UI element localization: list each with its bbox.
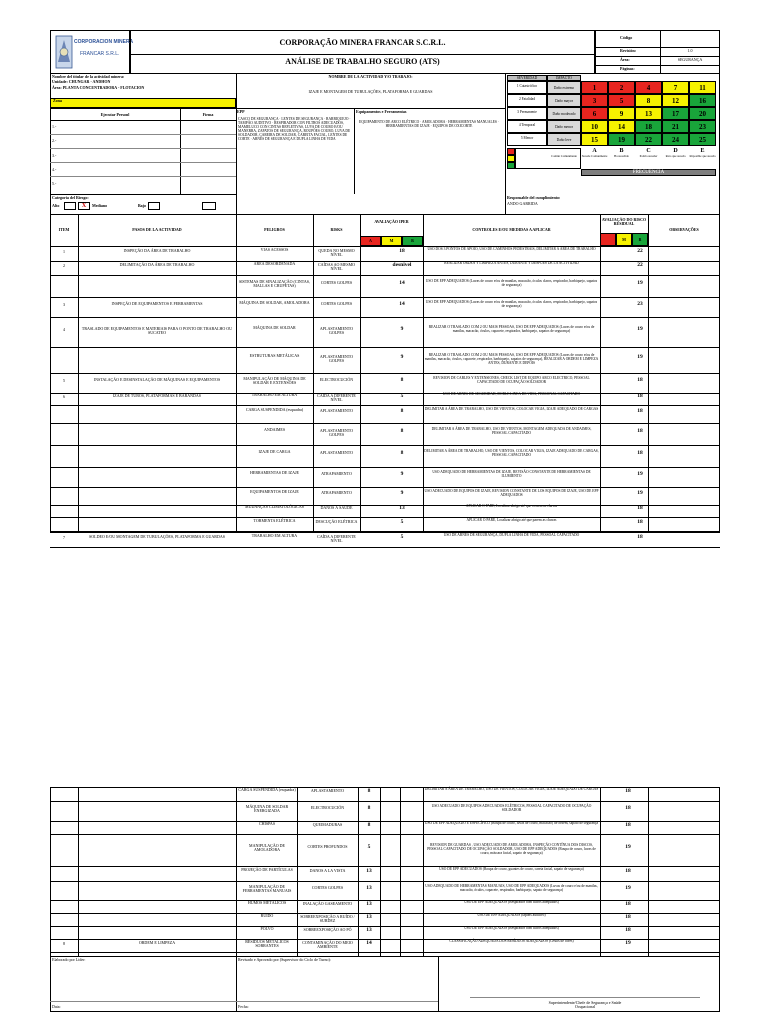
item-cell: 4 bbox=[63, 327, 65, 332]
residual-value: 18 bbox=[637, 408, 643, 414]
iper-value: 8 bbox=[400, 450, 404, 456]
peligro-cell: EQUIPAMENTOS DE IZAJE bbox=[250, 489, 299, 494]
revision-value: 1.0 bbox=[687, 48, 693, 53]
residual-value: 18 bbox=[637, 533, 643, 540]
firma-label: Firma bbox=[202, 112, 214, 117]
residual-value: 18 bbox=[625, 913, 631, 920]
iper-value: 8 bbox=[400, 428, 404, 434]
risk-cell: ATRAPAMIENTO bbox=[321, 471, 352, 476]
residual-value: 18 bbox=[625, 926, 631, 933]
revisado-label: Revisado e Aprovado por (Supervisor do Ciclo de Turno): bbox=[238, 957, 331, 962]
impact-header: IMPACTO bbox=[547, 75, 581, 81]
matrix-cell: 12 bbox=[662, 94, 689, 107]
iper-value: 13 bbox=[399, 505, 405, 511]
risk-cell: ATRAPAMIENTO bbox=[321, 490, 352, 495]
residual-value: 19 bbox=[625, 884, 631, 891]
col-peligros: PELIGROS bbox=[264, 227, 285, 232]
iper-value: 13 bbox=[366, 884, 372, 891]
control-cell: USO DE EPP ADEQUADOS (Respirador com filtros adequados) bbox=[464, 925, 559, 930]
residual-value: 19 bbox=[625, 844, 631, 850]
freq-label: Sucede Comunmente bbox=[581, 154, 608, 158]
col-eval-iper: AVALIAÇÃO IPER bbox=[374, 219, 409, 224]
peligro-cell: ESTRUTURAS METÁLICAS bbox=[249, 353, 300, 358]
legend-swatch bbox=[507, 148, 515, 155]
activity-value: IZAJE E MONTAGEM DE TUBULAÇÕES, PLATAFORMA E GUARDAS bbox=[308, 89, 433, 94]
residual-value: 19 bbox=[637, 280, 643, 286]
control-cell: REVISION DE GUARDAS , USO ADECUADO DE AMOLADORA, INSPEÇÃO CONTÍNUA DOS DISCOS, PESSOAL CAPACITADO DE OCUPAÇÃO SOLDADOR, USO DE EPP ADEQUADOS (Roupa de couro, luvas de couro, máscara facial, sapato de segurança) bbox=[427, 843, 596, 855]
freq-label: Raro que suceda bbox=[665, 154, 686, 158]
col-pasos: PASOS DE LA ACTIVIDAD bbox=[132, 227, 182, 232]
matrix-cell: 5 bbox=[608, 94, 635, 107]
control-cell: USO ADEQUADO DE HERRAMIENTAS DE IZAJE, REVISÃO CONSTANTE DE HERRAMIENTAS DE ILUMIENTO bbox=[432, 470, 591, 478]
epp-text: CASCO DE SEGURANÇA · LENTES DE SEGURANÇA · BARBIQUEJO · TAMPÃO AUDITIVO · RESPIRADOR CON FILTROS ADECUADOS, MAMELUCO CON CINTAS REFLETIVAS, LUVA DE COURO E/OU MANERRA, ZAPATOS DE SEGURANÇA, ROUPÕES COURO, LUVA DE SOLDADOR, CAREIRA DE SOLDAR, CAREITA FACIAL, LENTES DE CORTE · ARNÊS DE SEGURANÇA E DUPLA LINHA DE VIDA bbox=[238, 117, 351, 141]
control-cell: USO DE ARNES DE SEGURANÇA, DUPLA LINHA DE VIDA, PESSOAL CAPACITADO bbox=[443, 532, 580, 537]
control-cell: USO ADECUADO DE EQUIPOS DE IZAJE, REVISION CONSTANTE DE LOS EQUIPOS DE IZAJE, USO DE EPP ADEQUADOS bbox=[424, 489, 599, 497]
mediano-x: X bbox=[81, 203, 87, 209]
paginas-label: Páginas: bbox=[620, 66, 635, 71]
residual-value: 18 bbox=[637, 505, 643, 511]
matrix-cell: 9 bbox=[608, 107, 635, 120]
area-value: SEGURANÇA bbox=[677, 57, 703, 62]
control-cell: USO DE EPP ADECUADOS (Roupa de couro, guantes de couro, careta facial, sapato de segurança) bbox=[439, 866, 584, 871]
logo-text-2: FRANCAR S.R.L. bbox=[80, 51, 120, 57]
paso-cell: INSTALAÇÃO E DESINSTALAÇÃO DE MÁQUINAS E EQUIPAMENTOS bbox=[93, 377, 221, 382]
unidad-text: Unidade: CHUNGAR - ANDHON bbox=[52, 79, 111, 84]
residual-value: 19 bbox=[625, 939, 631, 946]
matrix-cell: 6 bbox=[581, 107, 608, 120]
risk-cell: DANOS A LA VISTA bbox=[309, 867, 346, 873]
peligro-cell: ANDAIMES bbox=[263, 427, 286, 432]
risk-cell: INALAÇÃO GASEAMENTO bbox=[302, 900, 353, 906]
risk-cell: CORTES GOLPES bbox=[311, 884, 344, 890]
data-label: Data: bbox=[52, 1004, 61, 1009]
control-cell: DELIMITAR A ÁREA DE TRABALHO, USO DE VIENTOS, COLOCAR VIGIA, IZAJE ADEQUADO DE CARGAS bbox=[424, 787, 599, 791]
iper-value: 8 bbox=[367, 805, 371, 811]
matrix-cell: 14 bbox=[608, 120, 635, 133]
iper-value: 18 bbox=[399, 247, 405, 254]
peligro-cell: HERRAMIENTAS DE IZAJE bbox=[249, 470, 299, 475]
matrix-cell: 2 bbox=[608, 81, 635, 94]
peligro-cell: TRABALHO EM ALTURA bbox=[251, 392, 298, 397]
paso-cell: INSPEÇÃO DE EQUIPAMENTOS E FERRAMENTAS bbox=[111, 301, 203, 306]
matrix-cell: 21 bbox=[662, 120, 689, 133]
matrix-cell: 25 bbox=[689, 133, 716, 146]
extra-checkbox[interactable] bbox=[202, 202, 216, 210]
control-cell: DELIMITAR A ÁREA DE TRABALHO, USO DE VIENTOS, COLOCAR VIGIA, IZAJE ADEQUADO DE CARGAS, PESSOAL CAPACITADO bbox=[424, 449, 599, 457]
title-box bbox=[130, 30, 595, 74]
mediano-label: Mediano bbox=[92, 203, 108, 208]
epp-label: EPP bbox=[237, 109, 245, 114]
peligro-cell: CHISPAS bbox=[258, 820, 276, 826]
risk-cell: DANOS À SAÚDE bbox=[320, 505, 353, 510]
matrix-cell: 19 bbox=[608, 133, 635, 146]
iper-value: 5 bbox=[400, 518, 404, 525]
risk-cell: CAÍDAS AO MESMO NÍVEL bbox=[317, 262, 356, 272]
peligro-cell: ÁREA DESORDENADA bbox=[253, 261, 296, 266]
area-text: Área: PLANTA CONCENTRADORA - FLOTACION bbox=[52, 85, 145, 90]
paso-cell: SOLDEO E/OU MONTAGEM DE TUBULAÇÕES, PLATAFORMA E GUARDAS bbox=[89, 533, 225, 539]
residual-value: 18 bbox=[625, 867, 631, 874]
matrix-cell: 17 bbox=[662, 107, 689, 120]
paso-cell: TRASLADO DE EQUIPAMENTOS E MATERIAIS PARA O PONTO DE TRABALHO OU SUCATEO bbox=[81, 326, 233, 336]
residual-value: 18 bbox=[625, 821, 631, 828]
categoria-label: Categoria del Riesgo: bbox=[52, 195, 89, 200]
control-cell: REALIZAR O TRASLADO COM 2 OU MAIS PESSOAS, USO DE EPP ADEQUADOS (Luvas de couro e/ou de manilas, macacão, óculos, capacete, respirador, barbiquejo, sapatos de segurança) bbox=[428, 325, 595, 333]
iper-value: 9 bbox=[400, 326, 404, 332]
matrix-cell: 22 bbox=[635, 133, 662, 146]
matrix-cell: 11 bbox=[689, 81, 716, 94]
freq-letter: C bbox=[646, 148, 651, 154]
control-cell: USO DE EPP ADEQUADOS (Respirador com filtros adequados) bbox=[464, 899, 559, 904]
item-cell: 3 bbox=[63, 302, 65, 307]
zona-field[interactable] bbox=[50, 98, 236, 108]
peligro-cell: MANIPULAÇÃO DE MÁQUINA DE SOLDAR E EXTENSÕES bbox=[243, 376, 306, 386]
risk-cell: SOBREEXPOSIÇÃO AO PÓ bbox=[303, 926, 352, 932]
matrix-cell: 7 bbox=[662, 81, 689, 94]
freq-letter: E bbox=[700, 148, 705, 154]
control-cell: USO DE ARNES DE SEGURIDAD, DOBLE LINEA DE VIDA, PERSONAL CAPACITADO bbox=[442, 392, 581, 396]
area-label: Área: bbox=[620, 57, 630, 62]
risk-cell: CAÍDA A DIFERENTE NÍVEL bbox=[317, 393, 356, 403]
peligro-cell: CARGA SUSPENDIDA (esquadra) bbox=[238, 787, 296, 792]
logo-text-1: CORPORACION MINERA bbox=[74, 39, 134, 45]
residual-value: 19 bbox=[637, 354, 643, 360]
paso-cell: INSPEÇÃO DA ÁREA DE TRABALHO bbox=[123, 247, 191, 253]
control-cell: APLICAR O PARE, Localizar abrigo até que parem as chuvas bbox=[466, 517, 557, 522]
peligro-cell: MÁQUINA DE SOLDAR bbox=[253, 325, 296, 330]
freq-label: Ha sucedido bbox=[614, 154, 629, 158]
paso-cell: DELIMITAÇÃO DA ÁREA DE TRABALHO bbox=[119, 262, 195, 267]
company-title: CORPORAÇÃO MINERA FRANCAR S.C.R.L. bbox=[279, 38, 446, 47]
iper-value: 14 bbox=[399, 280, 405, 286]
residual-value: 18 bbox=[637, 518, 643, 525]
impact-label: Daño menor bbox=[547, 120, 581, 133]
paso-cell: IZAJE DE TUBOS, PLATAFORMAS E BARANDAS bbox=[112, 393, 202, 398]
control-cell: USO ADECUADO DE EQUIPOS ADECUADOS ELÉTRICOS, PESSOAL CAPACITADO DE OCUPAÇÃO SOLDADOR bbox=[431, 804, 592, 812]
matrix-cell: 15 bbox=[581, 133, 608, 146]
titular-label: Nombre del titular de la actividad minera: bbox=[52, 74, 125, 79]
risk-cell: APLASTAMIENTO GOLPES bbox=[319, 326, 354, 336]
peligro-cell: PROJEÇÃO DE PARTÍCULAS bbox=[241, 866, 293, 872]
control-cell: CLASSIFICAÇÃO ADEQUADA DOS RESÍDUOS ADEQUADOS (Cestos de cores) bbox=[449, 938, 574, 943]
legend-box bbox=[515, 148, 581, 169]
residual-value: 18 bbox=[637, 393, 643, 399]
residual-value: 18 bbox=[625, 900, 631, 907]
iper-value: 13 bbox=[366, 913, 372, 920]
control-cell: USO DE EPP ADEQUADOS (Luvas de couro e/ou de manilas, macacão, óculos claros, respirador, barbiquejo, sapatos de segurança) bbox=[425, 300, 598, 308]
control-cell: REVISION DE CABLES Y EXTENSIONES, CHECK LIST DE EQUIPO ARCO ELECTRICO, PESSOAL CAPACITADO DE OCUPAÇÃO SOLDADOR bbox=[433, 376, 590, 384]
peligro-cell: HUMOS METÁLICOS bbox=[247, 899, 287, 905]
ejecutar-label: Ejecutar Personl bbox=[100, 112, 130, 117]
risk-matrix bbox=[507, 75, 719, 193]
risk-cell: ELECTROCUCIÓN bbox=[310, 805, 345, 810]
col-controles: CONTROLES E/OU MEDIDAS A APLICAR bbox=[472, 227, 551, 232]
peligro-cell: VIAS ACESSOS bbox=[260, 246, 289, 252]
control-cell: DELIMITAR A ÁREA DE TRABALHO, USO DE VIENTOS, MONTAGEM ADEQUADA DE ANDAIMES, PESSOAL CAPACITADO bbox=[431, 427, 592, 435]
iper-value: desnivel bbox=[392, 262, 412, 268]
risk-cell: APLASTAMIENTO bbox=[310, 788, 345, 793]
impact-label: Daño moderado bbox=[547, 107, 581, 120]
control-cell: USO DOS 3 PONTOS DE APOIO, USO DE CAMINHOS PEDESTRAIS, DELIMITAR A ÁREA DE TRABALHO bbox=[427, 246, 596, 251]
control-cell: USO DE EPP ADEQUADOS (tapons auditivo) bbox=[477, 912, 546, 917]
codigo-label: Código bbox=[620, 35, 633, 40]
severity-label: 1 Catastrófico bbox=[507, 81, 547, 94]
peligro-cell: MÁQUINA DE SOLDAR ENERGIZADA bbox=[245, 804, 289, 814]
freq-letter: B bbox=[619, 148, 624, 154]
risk-cell: CORTES GOLPES bbox=[320, 301, 353, 306]
matrix-cell: 10 bbox=[581, 120, 608, 133]
matrix-cell: 24 bbox=[662, 133, 689, 146]
peligro-cell: POLVO bbox=[260, 925, 274, 931]
control-cell: DELIMITAR A ÁREA DE TRABALHO, USO DE VIENTOS, COLOCAR VIGIA, IZAJE ADEQUADO DE CARGAS bbox=[424, 407, 599, 411]
bajo-label: Bajo bbox=[138, 203, 146, 208]
risk-cell: APLASTAMIENTO GOLPES bbox=[319, 428, 354, 438]
bajo-checkbox[interactable] bbox=[148, 202, 160, 210]
item-cell: 5 bbox=[63, 378, 65, 383]
legend-swatch bbox=[507, 155, 515, 162]
responsable-label: Responsable del cumplimiento: bbox=[507, 195, 561, 200]
risk-cell: CORTES PROFUNDOS bbox=[307, 844, 348, 849]
item-cell: 1 bbox=[63, 248, 65, 254]
impact-label: Daño mayor bbox=[547, 94, 581, 107]
residual-value: 19 bbox=[637, 471, 643, 477]
risk-cell: CORTES GOLPES bbox=[320, 280, 353, 285]
severity-label: 2 Fatalidad bbox=[507, 94, 547, 107]
cargo-label: Superintendente/Chefe de Segurança e Saúde Ocupacional bbox=[548, 1000, 622, 1010]
matrix-cell: 23 bbox=[689, 120, 716, 133]
matrix-cell: 18 bbox=[635, 120, 662, 133]
risk-cell: CAÍDA A DIFERENTE NÍVEL bbox=[317, 533, 356, 543]
control-cell: USO DE EPP ADEQUADO E ESPECÍFICO (Roupa de couro, luvas de couro, macacão) de ordem, sapato de segurança bbox=[424, 820, 599, 825]
peligro-cell: SISTEMAS DE SINALIZAÇÃO (CINTAS, MALLAS E CRUPETAS) bbox=[238, 279, 310, 289]
peligro-cell: RUÍDO bbox=[260, 912, 274, 918]
item-cell: 6 bbox=[63, 394, 65, 399]
matrix-cell: 8 bbox=[635, 94, 662, 107]
company-logo bbox=[53, 32, 75, 72]
iper-value: 9 bbox=[400, 471, 404, 477]
peligro-cell: TRABALHO EM ALTURA bbox=[251, 532, 298, 538]
impact-label: Daño leve bbox=[547, 133, 581, 146]
risk-cell: QUEDA NO MESMO NÍVEL bbox=[318, 247, 355, 257]
risk-cell: SOBREEXPOSIÇÃO A RUÍDO / SURDEZ bbox=[300, 913, 355, 923]
peligro-cell: MÁQUINA DE SOLDAR, AMOLADORA bbox=[239, 300, 310, 305]
iper-value: 13 bbox=[366, 867, 372, 874]
severity-label: 5 Menor bbox=[507, 133, 547, 146]
matrix-cell: 3 bbox=[581, 94, 608, 107]
control-cell: REALIZAR O TRASLADO COM 2 OU MAIS PESSOAS, USO DE EPP ADEQUADOS (Luvas de couro e/ou de manilas, macacão, óculos, capacete, respirador, barbiquejo, sapatos de segurança), REALIZAR A ORDEM E LIMPEZA ANTES, DURANTE E DEPOIS bbox=[424, 353, 599, 365]
control-cell: REALIZAR ORDEN Y LIMPIEZA ANTES, DURANTE Y DESPUES DE LA ACTIVIDAD bbox=[444, 261, 579, 265]
iper-value: 8 bbox=[367, 788, 371, 794]
zona-label: Zona bbox=[53, 98, 62, 103]
freq-label: Podría suceder bbox=[639, 154, 658, 158]
peligro-cell: RESÍDUOS METÁLICOS SOBRANTES bbox=[245, 938, 289, 948]
fecha-label: Fecha: bbox=[238, 1004, 249, 1009]
col-observaciones: OBSERVAÇÕES bbox=[669, 227, 699, 232]
equip-text: EQUIPAMENTO DE ARCO ELÉTRICO · AMOLADORA · HERRAMIENTAS MANUALES · HERRAMIENTAS DE IZAJE · EQUIPOS DE OXICORTE bbox=[359, 120, 499, 128]
elaborado-label: Elaborado por Lider: bbox=[52, 957, 86, 962]
matrix-cell: 13 bbox=[635, 107, 662, 120]
peligro-cell: MANIPULAÇÃO DE AMOLADORA bbox=[249, 843, 285, 853]
risk-cell: APLASTAMIENTO bbox=[319, 408, 354, 413]
col-risks: RISKS bbox=[330, 227, 343, 232]
item-cell: 7 bbox=[63, 534, 65, 540]
iper-value: 14 bbox=[399, 301, 405, 307]
iper-value: 9 bbox=[400, 354, 404, 360]
residual-value: 18 bbox=[625, 805, 631, 811]
revision-label: Revisión: bbox=[620, 48, 636, 53]
residual-value: 22 bbox=[637, 247, 643, 254]
item-cell: 2 bbox=[63, 263, 65, 268]
form-title: ANÁLISE DE TRABALHO SEGURO (ATS) bbox=[285, 57, 440, 66]
freq-letter: D bbox=[673, 148, 678, 154]
alto-checkbox[interactable] bbox=[64, 202, 76, 210]
residual-value: 18 bbox=[637, 450, 643, 456]
residual-value: 22 bbox=[637, 262, 643, 268]
peligro-cell: MANIPULAÇÃO DE FERRAMENTAS MANUAIS bbox=[242, 883, 292, 893]
control-cell: USO ADEQUADO DE HERRAMENTAS MANUAIS, USO DE EPP ADEQUADOS (Luvas de couro e/ou de manilas, macacão, óculos, capacete, respirador, barbiquejo, sapato de segurança) bbox=[425, 883, 598, 892]
iper-value: 13 bbox=[366, 926, 372, 933]
residual-value: 18 bbox=[637, 377, 643, 383]
matrix-cell: 20 bbox=[689, 107, 716, 120]
risk-cell: DESCUÇÃO ELÉTRICA bbox=[315, 518, 358, 524]
residual-value: 18 bbox=[625, 788, 631, 794]
freq-label: Imposible que suceda bbox=[689, 154, 716, 158]
freq-letter: A bbox=[592, 148, 597, 154]
risk-cell: CONTAMINAÇÃO DO MEIO AMBIENTE bbox=[302, 939, 353, 949]
risk-cell: APLASTAMIENTO GOLPES bbox=[319, 354, 354, 364]
risk-cell: APLASTAMIENTO bbox=[319, 450, 354, 455]
iper-value: 5 bbox=[367, 844, 371, 850]
responsable-value: ANDO GARRIDA bbox=[507, 201, 538, 206]
matrix-cell: 4 bbox=[635, 81, 662, 94]
residual-value: 19 bbox=[637, 326, 643, 332]
iper-value: 8 bbox=[400, 377, 404, 383]
legend-swatch bbox=[507, 162, 515, 169]
equip-label: Equipamentos e Ferramentas bbox=[356, 109, 407, 114]
matrix-cell: 16 bbox=[689, 94, 716, 107]
item-cell: 8 bbox=[63, 940, 65, 946]
iper-value: 5 bbox=[400, 393, 404, 399]
severity-label: 4 Temporal bbox=[507, 120, 547, 133]
iper-value: 8 bbox=[400, 408, 404, 414]
res-a-header bbox=[600, 233, 616, 246]
iper-value: 9 bbox=[400, 490, 404, 496]
severity-label: 3 Permanente bbox=[507, 107, 547, 120]
impact-label: Daño extremo bbox=[547, 81, 581, 94]
severity-header: SEVERIDAD bbox=[507, 75, 547, 81]
paso-cell: ORDEM E LIMPEZA bbox=[138, 939, 176, 945]
peligro-cell: IZAJE DE CARGA bbox=[258, 449, 291, 454]
peligro-cell: CARGA SUSPENDIDA (esquadra) bbox=[245, 407, 304, 412]
freq-label: Común Comunmente bbox=[551, 154, 577, 158]
risk-cell: ELECTROCUCIÓN bbox=[319, 377, 354, 382]
residual-value: 19 bbox=[637, 490, 643, 496]
iper-value: 8 bbox=[367, 821, 371, 828]
control-cell: USO DE EPP ADEQUADOS (Luvas de couro e/ou de manilas, macacão, óculos claros, respirador, barbiquejo, sapatos de segurança) bbox=[425, 279, 598, 287]
iper-value: 13 bbox=[366, 900, 372, 907]
peligro-cell: TORMENTA ELÉTRICA bbox=[253, 517, 296, 523]
alto-label: Alto bbox=[52, 203, 60, 208]
peligro-cell: MUDANÇAS CLIMATOLÓGICAS bbox=[245, 504, 304, 509]
iper-value: 5 bbox=[400, 533, 404, 540]
matrix-cell: 1 bbox=[581, 81, 608, 94]
frecuencia-label: FRECUENCIA bbox=[581, 169, 716, 176]
col-item: ITEM bbox=[58, 227, 70, 232]
control-cell: APLICAR O PARE, Localizar abrigo até que cessem as chuvas bbox=[465, 504, 558, 508]
residual-value: 18 bbox=[637, 428, 643, 434]
iper-value: 14 bbox=[366, 939, 372, 946]
col-eval-residual: AVALIAÇÃO DO RISCO RESIDUAL bbox=[601, 217, 647, 227]
risk-cell: QUEIMADURAS bbox=[312, 821, 343, 827]
residual-value: 23 bbox=[637, 301, 643, 307]
activity-label: NOMBRE DE LA ACTIVIDAD Y/O TRABAJO: bbox=[328, 74, 413, 79]
